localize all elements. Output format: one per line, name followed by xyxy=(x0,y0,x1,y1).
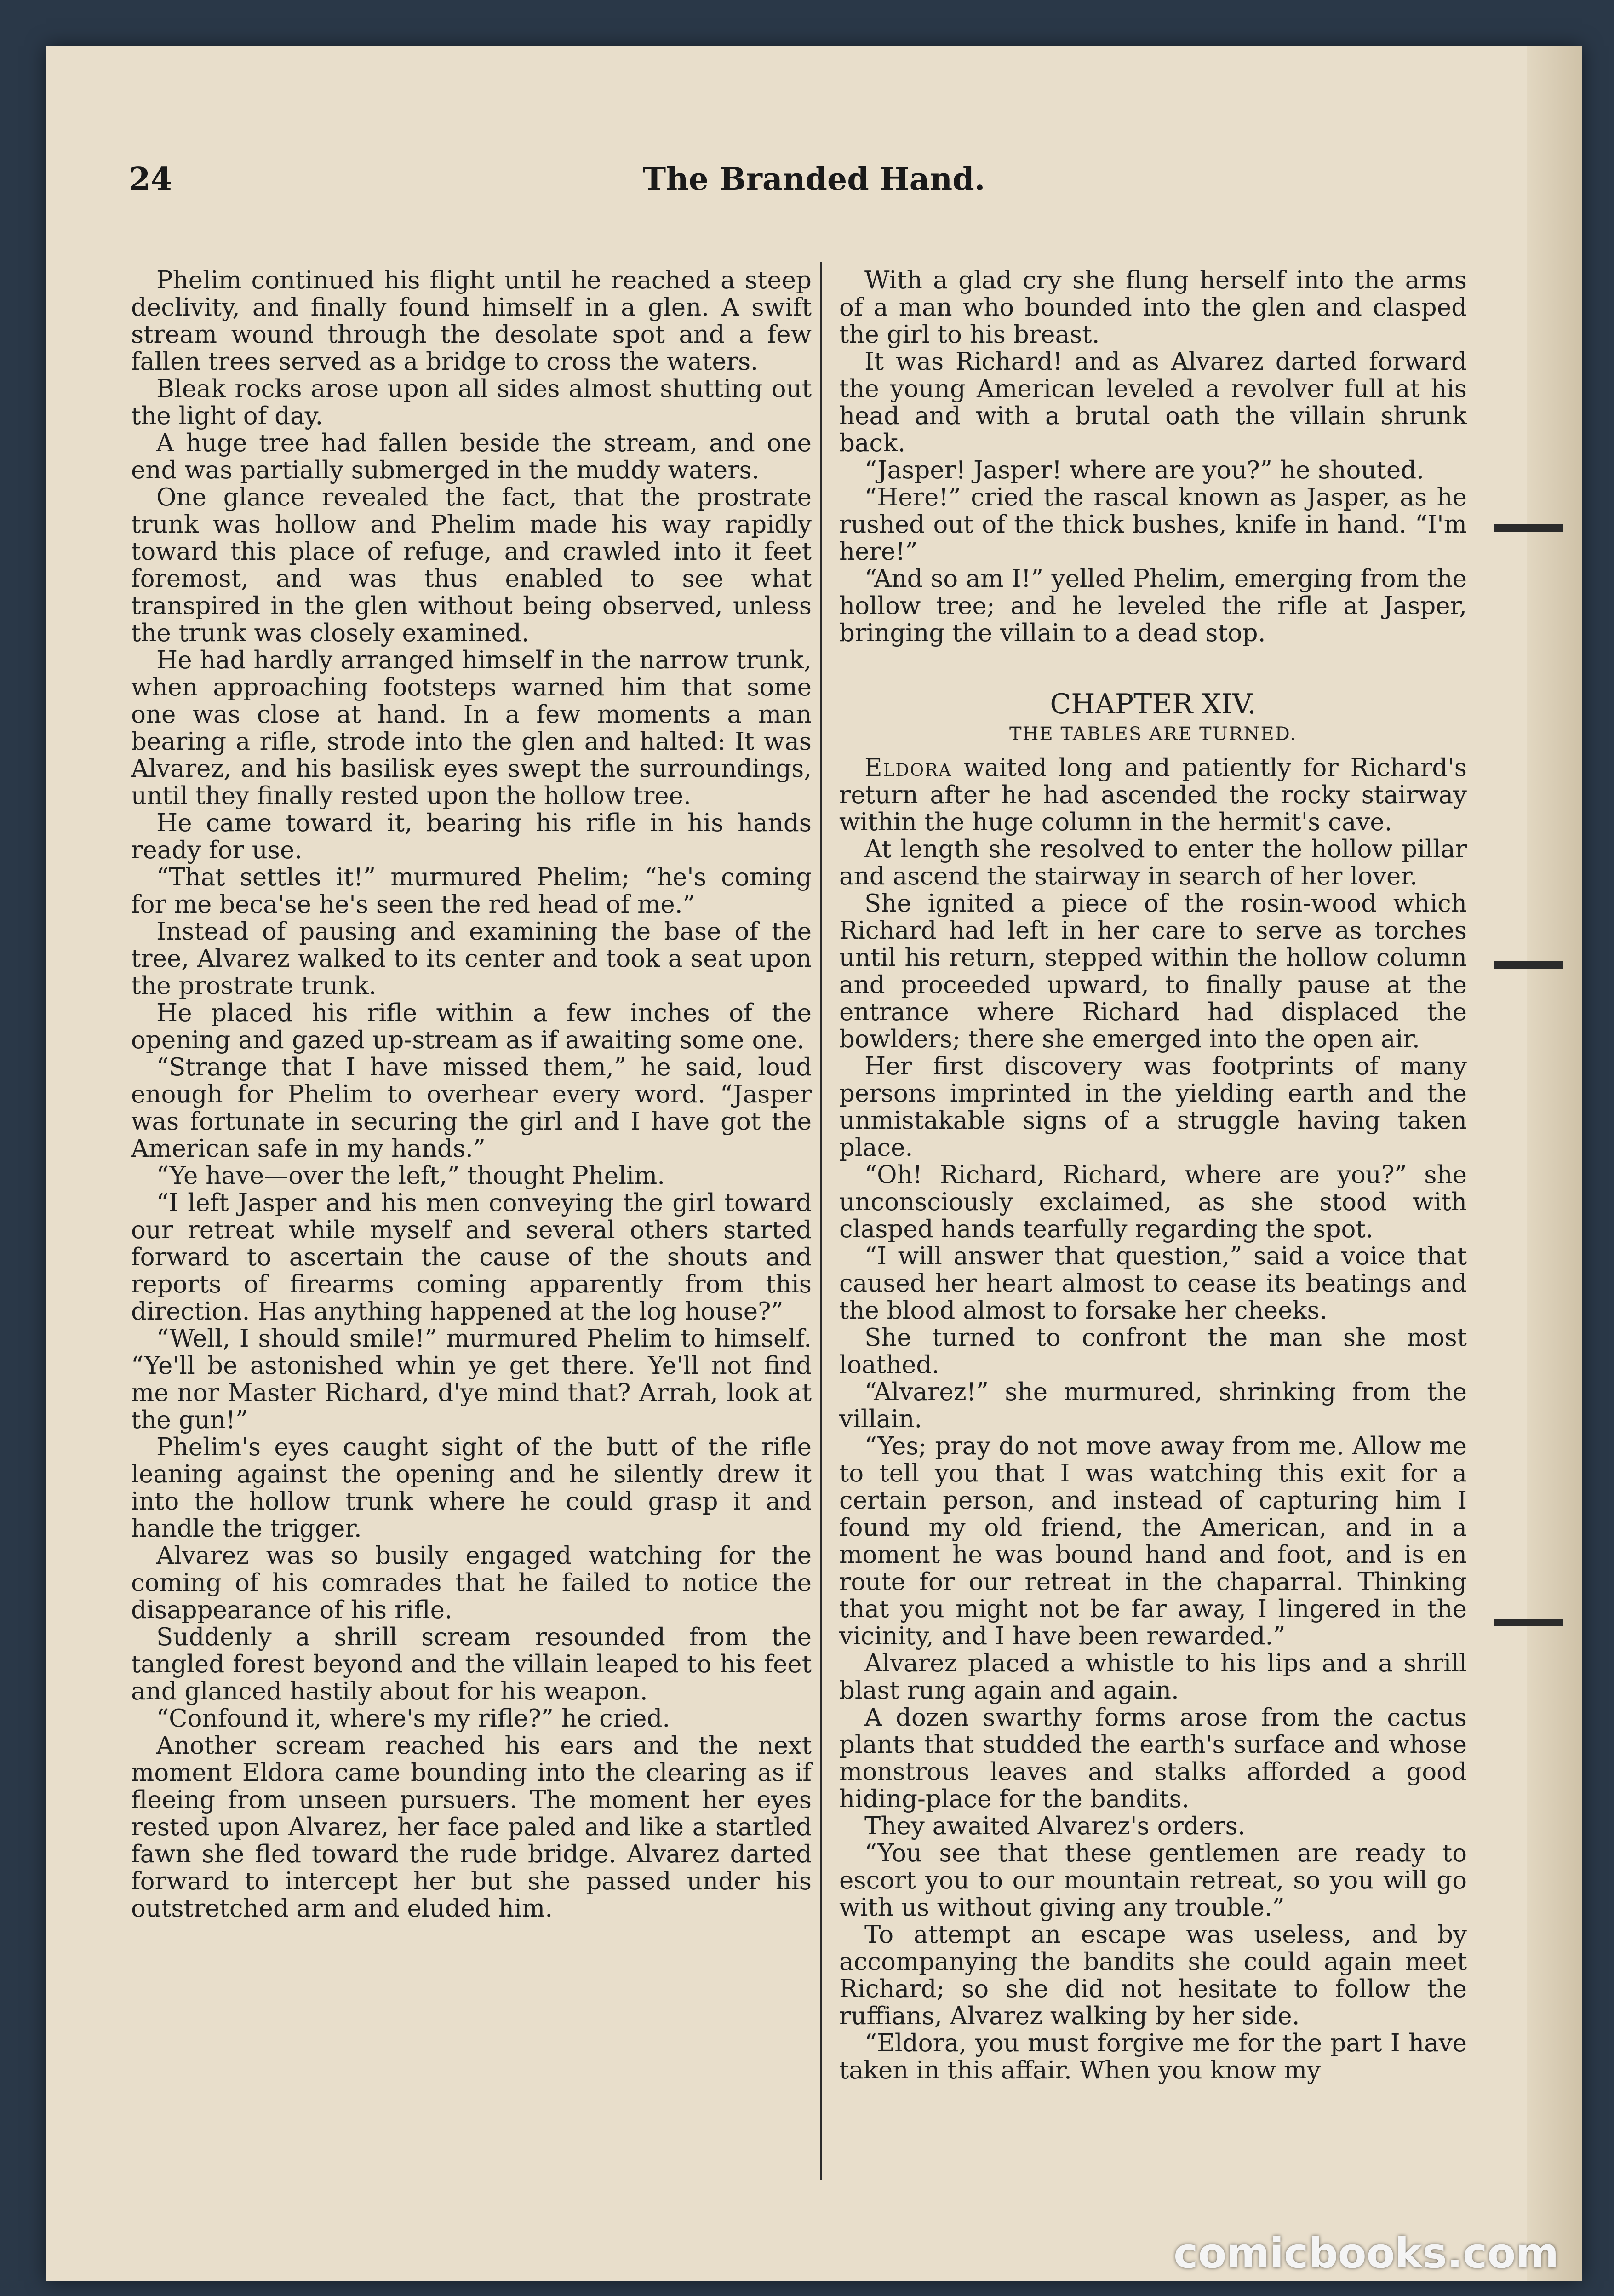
paragraph: One glance revealed the fact, that the prostrate trunk was hollow and Phelim made his way rapidly toward this place of refuge, and crawled into it feet foremost, and was thus enabled to see what transpired in the glen without being observed, unless the trunk was closely examined. xyxy=(131,483,812,647)
paragraph: Her first discovery was footprints of many persons imprinted in the yielding earth and the unmistakable signs of a struggle having taken place. xyxy=(839,1052,1467,1162)
paragraph: At length she resolved to enter the hollow pillar and ascend the stairway in search of her lover. xyxy=(839,835,1467,890)
paragraph: He had hardly arranged himself in the narrow trunk, when approaching footsteps warned him that some one was close at hand. In a few moments a man bearing a rifle, strode into the glen and halted: It was Alvarez, and his basilisk eyes swept the surroundings, until they finally rested upon the hollow tree. xyxy=(131,646,812,810)
paragraph: A huge tree had fallen beside the stream, and one end was partially submerged in the muddy waters. xyxy=(131,429,812,484)
paragraph: “Yes; pray do not move away from me. Allow me to tell you that I was watching this exit for a certain person, and instead of capturing him I found my old friend, the American, and in a moment he was bound hand and foot, and is en route for our retreat in the chaparral. Thinking that you might not be far away, I lingered in the vicinity, and I have been rewarded.” xyxy=(839,1432,1467,1650)
paragraph: Another scream reached his ears and the next moment Eldora came bounding into the clearing as if fleeing from unseen pursuers. The moment her eyes rested upon Alvarez, her face paled and like a startled fawn she fled toward the rude bridge. Alvarez darted forward to intercept her but she passed under his outstretched arm and eluded him. xyxy=(131,1732,812,1923)
paragraph: “Strange that I have missed them,” he said, loud enough for Phelim to overhear every word. “Jasper was fortunate in securing the girl and I have got the American safe in my hands.” xyxy=(131,1053,812,1163)
right-column xyxy=(839,267,1467,2084)
paragraph: Alvarez placed a whistle to his lips and a shrill blast rung again and again. xyxy=(839,1649,1467,1705)
paragraph: He placed his rifle within a few inches of the opening and gazed up-stream as if awaiting some one. xyxy=(131,999,812,1054)
paragraph: Phelim continued his flight until he reached a steep declivity, and finally found himself in a glen. A swift stream wound through the desolate spot and a few fallen trees served as a bridge to cross the waters. xyxy=(131,266,812,376)
paragraph: It was Richard! and as Alvarez darted forward the young American leveled a revolver full at his head and with a brutal oath the villain shrunk back. xyxy=(839,348,1467,457)
paragraph: “I left Jasper and his men conveying the girl toward our retreat while myself and several others started forward to ascertain the cause of the shouts and reports of firearms coming apparently from this direction. Has anything happened at the log house?” xyxy=(131,1189,812,1326)
left-column xyxy=(131,267,812,1922)
page-edge xyxy=(1527,46,1582,2281)
paragraph: “Ye have—over the left,” thought Phelim. xyxy=(156,1162,665,1190)
binding-tab xyxy=(1494,1619,1563,1626)
paragraph: Suddenly a shrill scream resounded from the tangled forest beyond and the villain leaped to his feet and glanced hastily about for his weapon. xyxy=(131,1623,812,1705)
column-divider xyxy=(820,262,822,2180)
binding-tab xyxy=(1494,524,1563,532)
paragraph: Bleak rocks arose upon all sides almost shutting out the light of day. xyxy=(131,375,812,430)
paragraph: “Eldora, you must forgive me for the part I have taken in this affair. When you know my xyxy=(839,2029,1467,2084)
running-title: The Branded Hand. xyxy=(642,161,985,198)
paragraph: “You see that these gentlemen are ready to escort you to our mountain retreat, so you will go with us without giving any trouble.” xyxy=(839,1839,1467,1922)
chapter-opening-paragraph xyxy=(839,754,1467,836)
paragraph: They awaited Alvarez's orders. xyxy=(864,1812,1246,1840)
right-column-rest xyxy=(839,836,1467,2084)
chapter-title: CHAPTER XIV. xyxy=(1050,688,1256,720)
paragraph: Alvarez was so busily engaged watching for the coming of his comrades that he failed to notice the disappearance of his rifle. xyxy=(131,1542,812,1624)
paragraph: Phelim's eyes caught sight of the butt of the rifle leaning against the opening and he silently drew it into the hollow trunk where he could grasp it and handle the trigger. xyxy=(131,1433,812,1543)
paragraph: To attempt an escape was useless, and by accompanying the bandits she could again meet Richard; so she did not hesitate to follow the ruffians, Alvarez walking by her side. xyxy=(839,1921,1467,2030)
paragraph: “That settles it!” murmured Phelim; “he's coming for me beca'se he's seen the red head of me.” xyxy=(131,863,812,918)
paragraph: He came toward it, bearing his rifle in his hands ready for use. xyxy=(131,809,812,864)
chapter-opening-text: waited long and patiently for Richard's return after he had ascended the rocky stairway within the huge column in the hermit's cave. xyxy=(839,754,1467,836)
right-column-top xyxy=(839,267,1467,647)
watermark: comicbooks.com xyxy=(1173,2229,1559,2278)
paragraph: “Jasper! Jasper! where are you?” he shouted. xyxy=(864,456,1425,484)
book-page xyxy=(46,46,1582,2281)
paragraph: “Oh! Richard, Richard, where are you?” she unconsciously exclaimed, as she stood with clasped hands tearfully regarding the spot. xyxy=(839,1161,1467,1243)
paragraph: “Confound it, where's my rifle?” he cried. xyxy=(156,1705,670,1733)
paragraph: She ignited a piece of the rosin-wood which Richard had left in her care to serve as torches until his return, stepped within the hollow column and proceeded upward, to finally pause at the entrance where Richard had displaced the bowlders; there she emerged into the open air. xyxy=(839,890,1467,1053)
paragraph: “And so am I!” yelled Phelim, emerging from the hollow tree; and he leveled the rifle at Jasper, bringing the villain to a dead stop. xyxy=(839,565,1467,647)
paragraph: “Here!” cried the rascal known as Jasper, as he rushed out of the thick bushes, knife in hand. “I'm here!” xyxy=(839,483,1467,566)
paragraph: “I will answer that question,” said a voice that caused her heart almost to cease its beatings and the blood almost to forsake her cheeks. xyxy=(839,1242,1467,1325)
chapter-lead-word: Eldora xyxy=(864,754,952,782)
paragraph: “Well, I should smile!” murmured Phelim to himself. “Ye'll be astonished whin ye get there. Ye'll not find me nor Master Richard, d'ye mind that? Arrah, look at the gun!” xyxy=(131,1325,812,1434)
chapter-subtitle: THE TABLES ARE TURNED. xyxy=(1009,723,1297,745)
paragraph: Instead of pausing and examining the base of the tree, Alvarez walked to its center and took a seat upon the prostrate trunk. xyxy=(131,918,812,1000)
paragraph: “Alvarez!” she murmured, shrinking from the villain. xyxy=(839,1378,1467,1433)
paragraph: She turned to confront the man she most loathed. xyxy=(839,1324,1467,1379)
page-header xyxy=(129,143,1499,212)
paragraph: A dozen swarthy forms arose from the cactus plants that studded the earth's surface and whose monstrous leaves and stalks afforded a good hiding-place for the bandits. xyxy=(839,1704,1467,1813)
page-number: 24 xyxy=(129,161,172,198)
paragraph: With a glad cry she flung herself into the arms of a man who bounded into the glen and clasped the girl to his breast. xyxy=(839,266,1467,349)
binding-tab xyxy=(1494,961,1563,969)
